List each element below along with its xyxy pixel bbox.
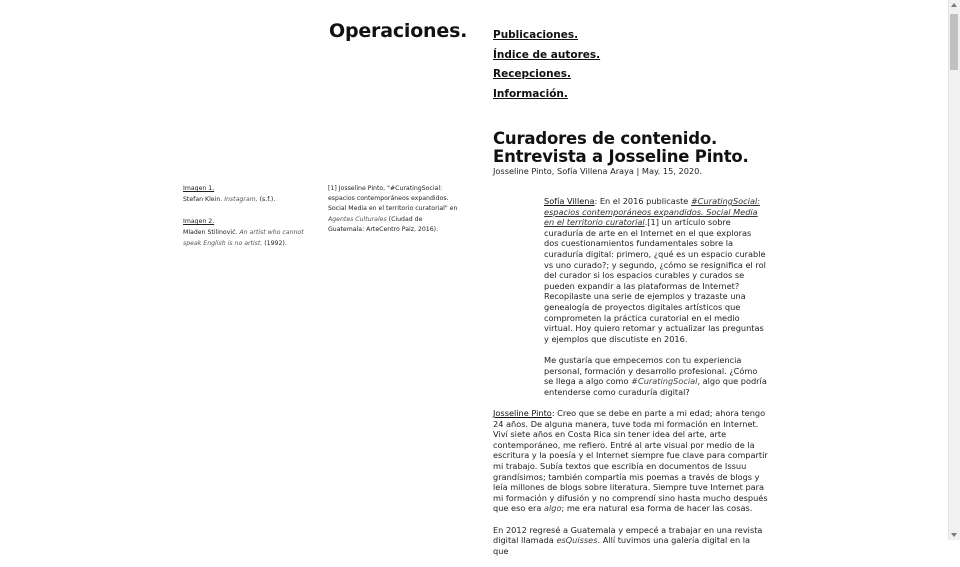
interview-question (544, 196, 768, 408)
answer-text-italic: esQuisses (556, 535, 598, 546)
site-title[interactable]: Operaciones. (329, 20, 468, 42)
speaker-name-josseline[interactable]: Josseline Pinto (493, 408, 552, 418)
caption-image-link[interactable]: Imagen 1. (183, 185, 215, 192)
question-text: Me gustaría que empecemos con tu experiencia personal, formación y desarrollo profesional. ¿Cómo se llega a algo como (544, 354, 758, 387)
speaker-name-sofia[interactable]: Sofía Villena (544, 196, 595, 206)
question-paragraph (544, 196, 768, 344)
nav-link-recepciones[interactable]: Recepciones. (493, 68, 571, 81)
main-nav (493, 26, 600, 105)
article-title-line1: Curadores de contenido. (493, 129, 718, 148)
nav-link-indice-autores[interactable]: Índice de autores. (493, 48, 601, 61)
answer-text: . Allí tuvimos una galería digital en la que (493, 535, 751, 556)
answer-text: : Creo que se debe en parte a mi edad; ahora tengo 24 años. De alguna manera, tuve toda mi formación en Internet. Viví siete años en Costa Rica sin tener idea del arte, arte contemporáneo, me refiero. Entré al arte visual por medio de la escritura y la poesía y el Internet siempre fue clave para compartir mi trabajo. Subía textos que escribía en documentos de Issuu grandísimos; también compartía mis poemas a través de blogs y leía millones de blogs sobre literatura. Siempre tuve Internet para mi formación y difusión y no comprendí sino hasta mucho después que eso era (493, 408, 768, 514)
interview-answer (493, 408, 768, 567)
caption-text-after: (s.f.). (257, 195, 276, 203)
answer-text: En 2012 regresé a Guatemala y empecé a trabajar en una revista digital llamada (493, 524, 763, 546)
vertical-scrollbar[interactable] (948, 0, 960, 540)
article-reference-link[interactable]: #CuratingSocial: espacios contemporáneos expandidos. Social Media en el territorio curatorial (544, 196, 760, 228)
caption-text-italic: Instagram, (224, 195, 258, 203)
answer-paragraph (493, 525, 768, 557)
scroll-up-arrow-icon[interactable] (951, 3, 957, 7)
caption-block (183, 184, 318, 205)
caption-text: Stefan Klein. (183, 195, 225, 203)
footnote (328, 184, 460, 235)
article-title-line2: Entrevista a Josseline Pinto. (493, 146, 749, 166)
caption-image-link[interactable]: Imagen 2. (183, 218, 215, 226)
answer-paragraph (493, 408, 768, 514)
caption-text: Mladen Stilinović. (183, 229, 240, 237)
question-text: , algo que podría entenderse como curaduría digital? (544, 376, 767, 397)
question-text: : En el 2016 publicaste (594, 196, 691, 206)
caption-text-italic: An artist who cannot speak English is no artist, (183, 229, 304, 247)
footnote-text-after: (Ciudad de Guatemala: ArteCentro Paiz, 2016). (328, 215, 439, 233)
image-captions (183, 184, 318, 262)
caption-text-after: (1992). (262, 239, 287, 247)
question-text: .[1] un artículo sobre curaduría de arte en el Internet en el que exploras dos cuestionamientos fundamentales sobre la curaduría digital: primero, ¿qué es un espacio curable vs uno curado?; y segundo, ¿cómo se resignifica el rol del curador si los espacios curables y curados se pueden expandir a las plataformas de Internet? Recopilaste una serie de ejemplos y trazaste una genealogía de proyectos digitales artísticos que comprometen la práctica curatorial en el medio virtual. Hoy quiero retomar y actualizar las preguntas y ejemplos que discutiste en 2016. (544, 217, 766, 344)
scrollbar-thumb[interactable] (950, 14, 958, 70)
answer-text: ; me era natural esa forma de hacer las cosas. (561, 503, 753, 514)
nav-link-publicaciones[interactable]: Publicaciones. (493, 29, 579, 41)
footnote-text-italic: Agentes Culturales (328, 215, 387, 223)
article-byline: Josseline Pinto, Sofía Villena Araya | May. 15, 2020. (493, 166, 702, 176)
question-paragraph (544, 355, 768, 397)
caption-block (183, 217, 318, 249)
footnote-text: [1] Josseline Pinto, "#CuratingSocial: espacios contemporáneos expandidos. Social Media en el territorio curatorial" en (328, 185, 458, 213)
question-text-italic: #CuratingSocial (631, 376, 698, 387)
nav-link-informacion[interactable]: Información. (493, 88, 568, 101)
scroll-down-arrow-icon[interactable] (951, 533, 957, 537)
article-title (493, 130, 793, 165)
answer-text-italic: algo (543, 503, 562, 514)
